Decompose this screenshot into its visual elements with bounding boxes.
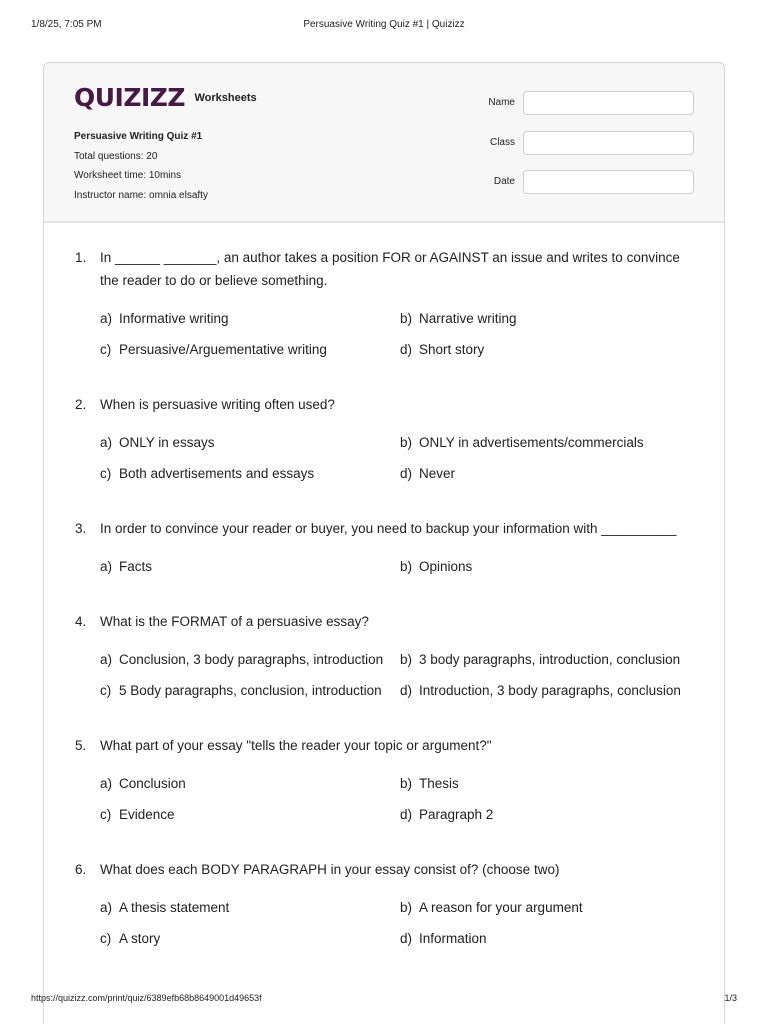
instructor-name: Instructor name: omnia elsafty: [74, 189, 208, 201]
option-letter: d): [400, 931, 413, 946]
option-text: Never: [419, 466, 456, 481]
option-text: Short story: [419, 342, 485, 357]
option-letter: a): [100, 776, 113, 791]
option-text: Conclusion, 3 body paragraphs, introduction: [119, 652, 384, 667]
date-field[interactable]: [523, 170, 694, 194]
class-field[interactable]: [523, 131, 694, 155]
question-text: What part of your essay "tells the reader your topic or argument?": [100, 738, 492, 753]
option-letter: b): [400, 311, 413, 326]
date-label: Date: [493, 176, 515, 187]
option-c: [100, 681, 382, 701]
option-text: Narrative writing: [419, 311, 517, 326]
option-a: [100, 309, 229, 329]
option-text: ONLY in essays: [119, 435, 215, 450]
option-text: Informative writing: [119, 311, 229, 326]
worksheet-time: Worksheet time: 10mins: [74, 170, 182, 181]
print-header: [31, 19, 737, 33]
print-datetime: 1/8/25, 7:05 PM: [31, 19, 102, 30]
option-text: A story: [119, 931, 161, 946]
option-c: [100, 464, 314, 484]
option-text: Paragraph 2: [419, 807, 494, 822]
question-number: 4.: [75, 614, 87, 629]
question-number: 2.: [75, 397, 87, 412]
question-text: What does each BODY PARAGRAPH in your essay consist of? (choose two): [100, 862, 560, 877]
name-label: Name: [488, 97, 515, 108]
option-d: [400, 340, 484, 360]
option-text: Opinions: [419, 559, 473, 574]
total-questions: Total questions: 20: [74, 150, 158, 162]
option-d: [400, 929, 487, 949]
option-letter: c): [100, 807, 112, 822]
option-a: [100, 774, 186, 794]
option-text: Thesis: [419, 776, 459, 791]
print-footer: [31, 993, 737, 1007]
option-letter: c): [100, 466, 112, 481]
option-b: [400, 898, 583, 918]
question-number: 1.: [75, 250, 87, 265]
option-a: [100, 898, 229, 918]
option-text: Both advertisements and essays: [119, 466, 315, 481]
option-text: ONLY in advertisements/commercials: [419, 435, 644, 450]
page-number: 1/3: [724, 993, 737, 1003]
option-letter: d): [400, 342, 413, 357]
option-d: [400, 464, 455, 484]
class-field-row: [464, 131, 694, 155]
option-letter: a): [100, 652, 113, 667]
option-letter: d): [400, 807, 413, 822]
option-letter: a): [100, 435, 113, 450]
option-text: Facts: [119, 559, 153, 574]
question-number: 3.: [75, 521, 87, 536]
question-text: What is the FORMAT of a persuasive essay?: [100, 614, 369, 629]
option-a: [100, 433, 215, 453]
option-a: [100, 650, 383, 670]
question-number: 5.: [75, 738, 87, 753]
worksheet-meta: [74, 127, 208, 205]
worksheet-title: Persuasive Writing Quiz #1: [74, 131, 203, 142]
option-letter: b): [400, 435, 413, 450]
name-field[interactable]: [523, 91, 694, 115]
class-label: Class: [489, 137, 515, 148]
option-text: A reason for your argument: [419, 900, 583, 915]
option-text: Conclusion: [119, 776, 186, 791]
date-field-row: [464, 170, 694, 194]
option-text: A thesis statement: [119, 900, 230, 915]
option-b: [400, 557, 472, 577]
option-c: [100, 805, 175, 825]
option-d: [400, 681, 681, 701]
question-number: 6.: [75, 862, 87, 877]
option-letter: a): [100, 559, 113, 574]
option-b: [400, 309, 517, 329]
option-letter: c): [100, 931, 112, 946]
option-text: Introduction, 3 body paragraphs, conclusion: [419, 683, 681, 698]
option-letter: a): [100, 311, 113, 326]
question-text: When is persuasive writing often used?: [100, 397, 335, 412]
brand-subtitle: Worksheets: [194, 92, 257, 104]
option-b: [400, 433, 644, 453]
print-title: Persuasive Writing Quiz #1 | Quizizz: [303, 19, 465, 30]
option-letter: a): [100, 900, 113, 915]
option-b: [400, 650, 680, 670]
option-letter: b): [400, 559, 413, 574]
question-text: In ______ _______, an author takes a position FOR or AGAINST an issue and writes to convince the reader to do or believe something.: [100, 250, 680, 288]
option-letter: c): [100, 342, 112, 357]
option-d: [400, 805, 493, 825]
option-text: Information: [419, 931, 487, 946]
name-field-row: [464, 91, 694, 115]
option-letter: b): [400, 776, 413, 791]
quizizz-logo: QUIZIZZ: [74, 83, 186, 112]
option-text: 3 body paragraphs, introduction, conclusion: [419, 652, 681, 667]
option-c: [100, 929, 160, 949]
option-letter: d): [400, 683, 413, 698]
option-a: [100, 557, 152, 577]
option-letter: b): [400, 652, 413, 667]
option-c: [100, 340, 327, 360]
option-text: Evidence: [119, 807, 175, 822]
option-letter: b): [400, 900, 413, 915]
brand: [74, 84, 257, 112]
option-text: Persuasive/Arguementative writing: [119, 342, 327, 357]
option-letter: d): [400, 466, 413, 481]
worksheet-header: [44, 63, 724, 223]
option-text: 5 Body paragraphs, conclusion, introduction: [119, 683, 382, 698]
option-b: [400, 774, 459, 794]
option-letter: c): [100, 683, 112, 698]
print-url[interactable]: https://quizizz.com/print/quiz/6389efb68b8649001d49653f: [31, 993, 262, 1003]
worksheet-sheet: [43, 62, 725, 1024]
question-text: In order to convince your reader or buyer, you need to backup your information with __________: [100, 521, 677, 536]
